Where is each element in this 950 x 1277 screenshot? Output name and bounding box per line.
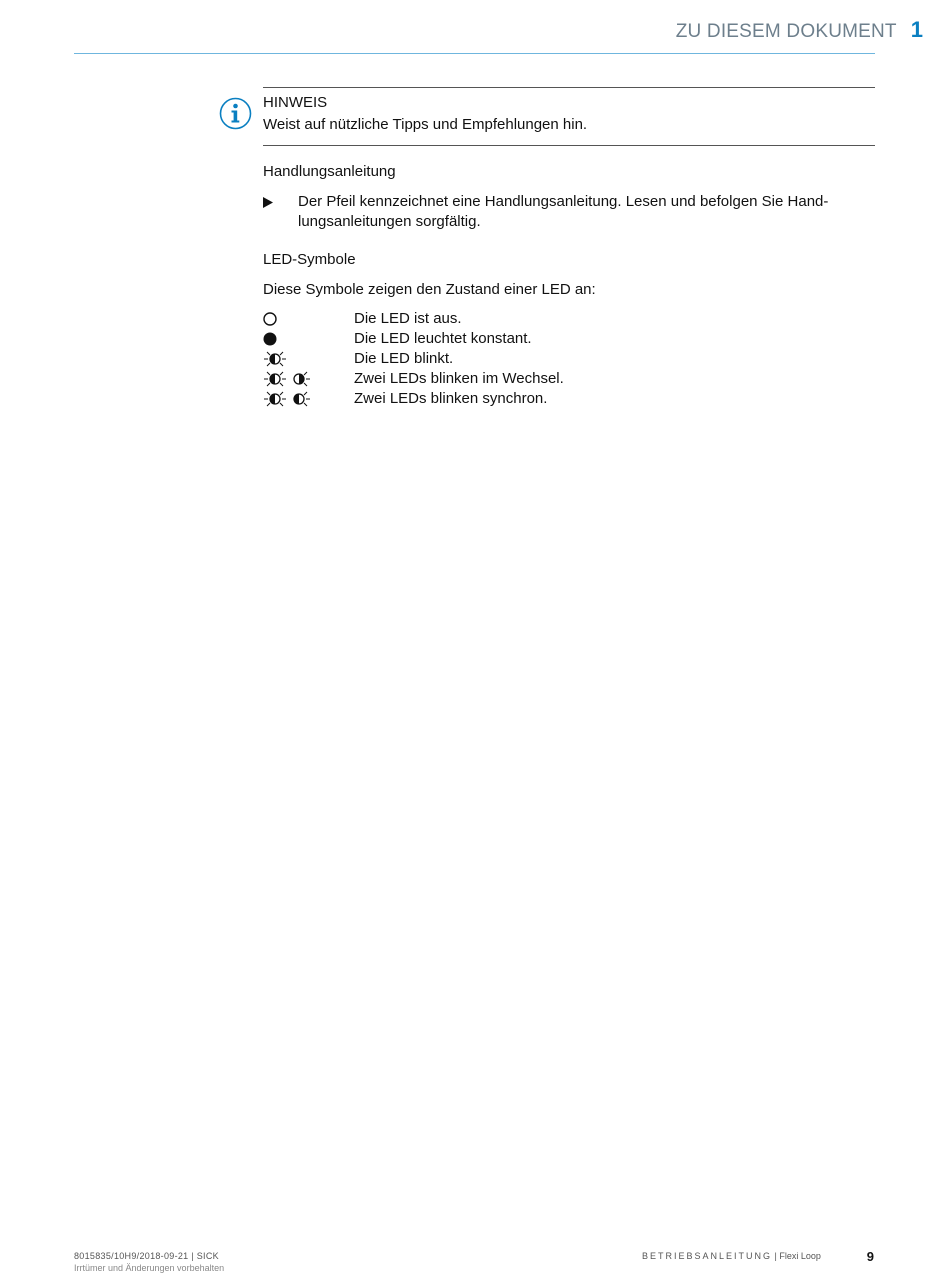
- note-text: Weist auf nützliche Tipps und Empfehlungen hin.: [263, 116, 588, 133]
- led-off-icon: [263, 311, 279, 327]
- led-description: Die LED blinkt.: [354, 350, 454, 367]
- section-title: ZU DIESEM DOKUMENT: [675, 21, 897, 42]
- page-number: 9: [866, 1249, 874, 1264]
- led-description: Zwei LEDs blinken im Wechsel.: [354, 370, 564, 387]
- running-header: [676, 17, 923, 43]
- footer-separator: |: [772, 1251, 780, 1261]
- chapter-number: 1: [910, 17, 923, 42]
- led-description: Die LED ist aus.: [354, 310, 462, 327]
- header-divider: [74, 53, 875, 54]
- note-box: [263, 87, 875, 146]
- led-description: Die LED leuchtet konstant.: [354, 330, 532, 347]
- footer-document-title: [642, 1251, 821, 1261]
- led-blink-icon: [263, 351, 287, 367]
- led-synchronous-blink-icon: [263, 391, 311, 407]
- footer-disclaimer: Irrtümer und Änderungen vorbehalten: [74, 1263, 225, 1273]
- footer-document-type: BETRIEBSANLEITUNG: [642, 1251, 773, 1261]
- footer-left: [74, 1250, 224, 1274]
- footer-document-code: 8015835/10H9/2018-09-21 | SICK: [74, 1251, 219, 1261]
- triangle-arrow-right-icon: [263, 197, 273, 208]
- led-heading: LED-Symbole: [263, 251, 356, 268]
- led-on-icon: [263, 331, 279, 347]
- instructions-heading: Handlungsanleitung: [263, 163, 396, 180]
- info-icon: [219, 97, 252, 130]
- note-title: HINWEIS: [263, 94, 328, 111]
- footer-product: Flexi Loop: [779, 1251, 821, 1261]
- led-description: Zwei LEDs blinken synchron.: [354, 390, 548, 407]
- led-intro: Diese Symbole zeigen den Zustand einer LED an:: [263, 281, 596, 298]
- led-alternate-blink-icon: [263, 371, 311, 387]
- instruction-step-text: Der Pfeil kennzeichnet eine Handlungsanleitung. Lesen und befolgen Sie Hand-lungsanleitungen sorgfältig.: [298, 193, 829, 230]
